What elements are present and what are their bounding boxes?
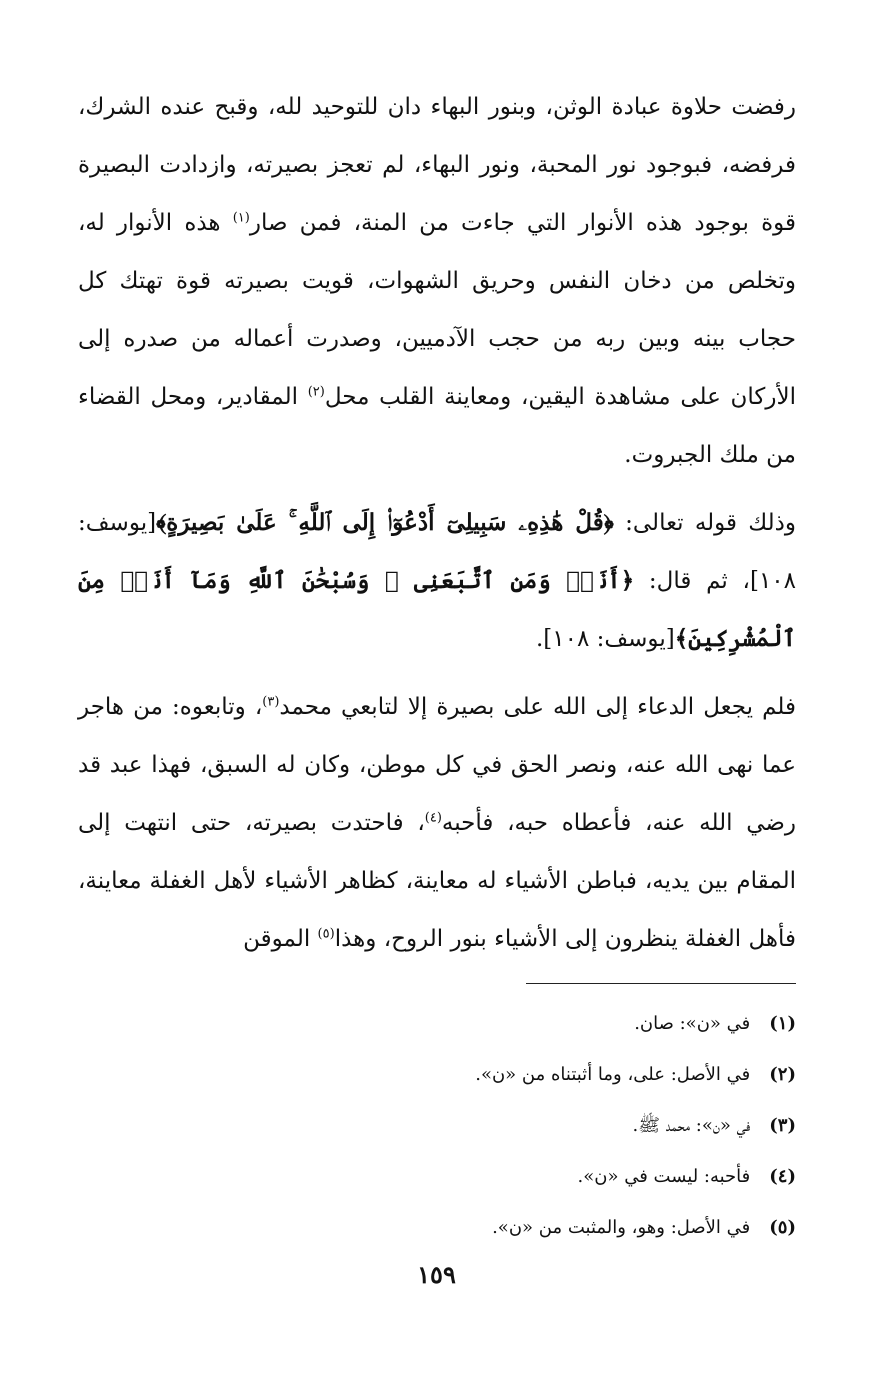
footnote-ref-5[interactable]: (٥) [317, 926, 335, 942]
paragraph-1-text-a: رفضت حلاوة عبادة الوثن، وبنور البهاء دان للتوحيد لله، وقبح عنده الشرك، فرفضه، فبوجود نور المحبة، ونور البهاء، لم تعجز بصيرته، وازدادت البصيرة قوة بوجود هذه الأنوار التي جاءت من المنة، فمن صار [78, 94, 796, 236]
footnote-item [96, 1100, 796, 1151]
footnote-ref-1[interactable]: (١) [232, 210, 250, 226]
paragraph-1-text-b: هذه الأنوار له، وتخلص من دخان النفس وحريق الشهوات، قويت بصيرته قوة تهتك كل حجاب بينه وبين ربه من حجب الآدميين، وصدرت أعماله من صدره إلى الأركان على مشاهدة اليقين، ومعاينة القلب محل [78, 210, 796, 410]
footnote-text: فأحبه: ليست في «ن». [577, 1166, 751, 1187]
paragraph-2-text-c: [يوسف: ١٠٨]. [535, 626, 675, 652]
footnote-number: (٣) [769, 1115, 796, 1136]
footnotes-list [96, 998, 796, 1253]
page-number: ١٥٩ [417, 1260, 456, 1289]
footnote-text: في الأصل: وهو، والمثبت من «ن». [492, 1217, 751, 1238]
footnote-number: (٢) [769, 1064, 796, 1085]
footnote-item [96, 1151, 796, 1202]
quran-verse-2: ﴿أَنَا۠ وَمَنِ ٱتَّبَعَنِى ۖ وَسُبْحَٰنَ ٱللَّهِ وَمَآ أَنَا۠ مِنَ ٱلْمُشْرِكِينَ﴾ [78, 567, 796, 652]
footnote-item [96, 998, 796, 1049]
footnote-item [96, 1049, 796, 1100]
quran-verse-1: ﴿قُلْ هَٰذِهِۦ سَبِيلِىٓ أَدْعُوٓا۟ إِلَى ٱللَّهِ ۚ عَلَىٰ بَصِيرَةٍ﴾ [156, 509, 614, 536]
footnote-separator [526, 983, 796, 984]
paragraph-2-text-b: [يوسف: ١٠٨]، ثم قال: [78, 510, 796, 594]
footnote-text: في «ن»: محمد ﷺ. [632, 1115, 751, 1136]
paragraph-3-text-d: الموقن [243, 926, 311, 952]
footnote-item [96, 1202, 796, 1253]
footnote-ref-4[interactable]: (٤) [424, 810, 442, 826]
paragraph-2 [78, 494, 796, 668]
footnote-ref-2[interactable]: (٢) [307, 384, 325, 400]
page-body [78, 78, 796, 968]
paragraph-3-text-c: ، فاحتدت بصيرته، حتى انتهت إلى المقام بين يديه، فباطن الأشياء له معاينة، كظاهر الأشياء لأهل الغفلة معاينة، فأهل الغفلة ينظرون إلى الأشياء بنور الروح، وهذا [78, 810, 796, 952]
footnote-text: في «ن»: صان. [634, 1013, 751, 1034]
footnote-number: (٤) [769, 1166, 796, 1187]
footnote-text: في الأصل: على، وما أثبتناه من «ن». [475, 1064, 751, 1085]
footnote-number: (٥) [769, 1217, 796, 1238]
paragraph-3-text-b: ، وتابعوه: من هاجر عما نهى الله عنه، ونصر الحق في كل موطن، وكان له السبق، فهذا عبد قد رضي الله عنه، فأعطاه حبه، فأحبه [78, 694, 796, 836]
paragraph-1 [78, 78, 796, 484]
paragraph-1-text-c: المقادير، ومحل القضاء من ملك الجبروت. [78, 384, 796, 468]
footnote-ref-3[interactable]: (٣) [262, 694, 280, 710]
paragraph-3-text-a: فلم يجعل الدعاء إلى الله على بصيرة إلا لتابعي محمد [279, 694, 796, 720]
paragraph-3 [78, 678, 796, 968]
paragraph-2-text-a: وذلك قوله تعالى: [625, 510, 797, 536]
footnote-number: (١) [769, 1013, 796, 1034]
